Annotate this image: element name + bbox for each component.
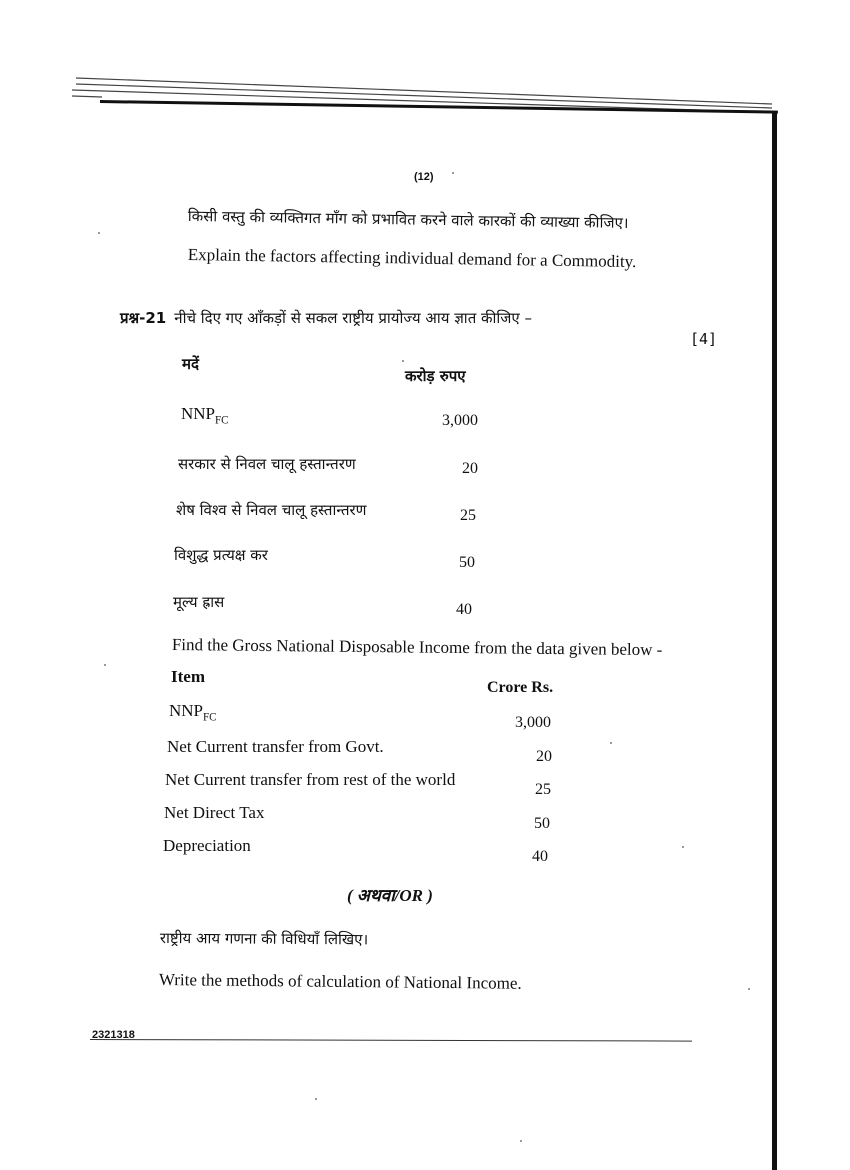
marks-badge: [4] [690, 330, 718, 348]
question-20-english: Explain the factors affecting individual demand for a Commodity. [187, 245, 637, 272]
scan-speck [98, 232, 100, 234]
hindi-table-row-item: शेष विश्व से निवल चालू हस्तान्तरण [176, 501, 367, 519]
hindi-table-row-item: विशुद्ध प्रत्यक्ष कर [174, 546, 268, 564]
page-number: (12) [414, 171, 434, 183]
english-table-header-value: Crore Rs. [487, 679, 554, 696]
scan-speck [452, 172, 454, 174]
hindi-table-row-item: मूल्य ह्रास [173, 593, 225, 611]
english-table-row-item: $NNP_{FC}$ [169, 701, 217, 724]
hindi-table-row-item: सरकार से निवल चालू हस्तान्तरण [178, 455, 356, 473]
english-table-header-item: Item [171, 667, 205, 686]
alternative-question-english: Write the methods of calculation of National Income. [158, 970, 522, 993]
english-table-row-value: 25 [535, 781, 551, 798]
english-table-row-value: 20 [536, 748, 552, 765]
scan-speck [315, 1098, 317, 1100]
page-bottom-rule [90, 1039, 692, 1042]
question-21-english-prompt: Find the Gross National Disposable Income from the data given below - [171, 635, 663, 660]
english-table-row-item: Depreciation [163, 836, 251, 855]
english-table-row-item: Net Current transfer from Govt. [167, 737, 384, 756]
scan-speck [520, 1140, 522, 1142]
hindi-table-header-item: मदें [182, 355, 199, 373]
hindi-table-row-value: 50 [459, 554, 475, 571]
english-table-row-value: 3,000 [515, 714, 551, 731]
hindi-table-row-value: 3,000 [442, 412, 478, 429]
english-table-row-value: 40 [532, 848, 548, 865]
scan-speck [610, 742, 612, 744]
question-21-heading [120, 308, 532, 328]
hindi-table-row-value: 20 [462, 460, 478, 477]
question-20-hindi: किसी वस्तु की व्यक्तिगत माँग को प्रभावित करने वाले कारकों की व्याख्या कीजिए। [187, 206, 629, 232]
english-table-row-item: Net Direct Tax [164, 803, 265, 822]
or-separator: ( अथवा/OR ) [347, 886, 433, 905]
scan-speck [748, 988, 750, 990]
hindi-table-row-value: 25 [460, 507, 476, 524]
hindi-table-row-value: 40 [456, 601, 472, 618]
english-table-row-item: Net Current transfer from rest of the world [165, 770, 456, 789]
hindi-table-row-item: $NNP_{FC}$ [181, 404, 229, 427]
alternative-question-hindi: राष्ट्रीय आय गणना की विधियाँ लिखिए। [159, 929, 369, 949]
question-21-hindi-prompt: नीचे दिए गए आँकड़ों से सकल राष्ट्रीय प्रायोज्य आय ज्ञात कीजिए – [174, 309, 532, 327]
page-right-border [772, 112, 777, 1170]
question-label: प्रश्न-21 [120, 309, 167, 327]
hindi-table-header-value: करोड़ रुपए [405, 367, 466, 385]
scan-speck [682, 846, 684, 848]
paper-code: 2321318 [92, 1029, 135, 1041]
english-table-row-value: 50 [534, 815, 550, 832]
scan-speck [104, 664, 106, 666]
scan-speck [402, 360, 404, 362]
